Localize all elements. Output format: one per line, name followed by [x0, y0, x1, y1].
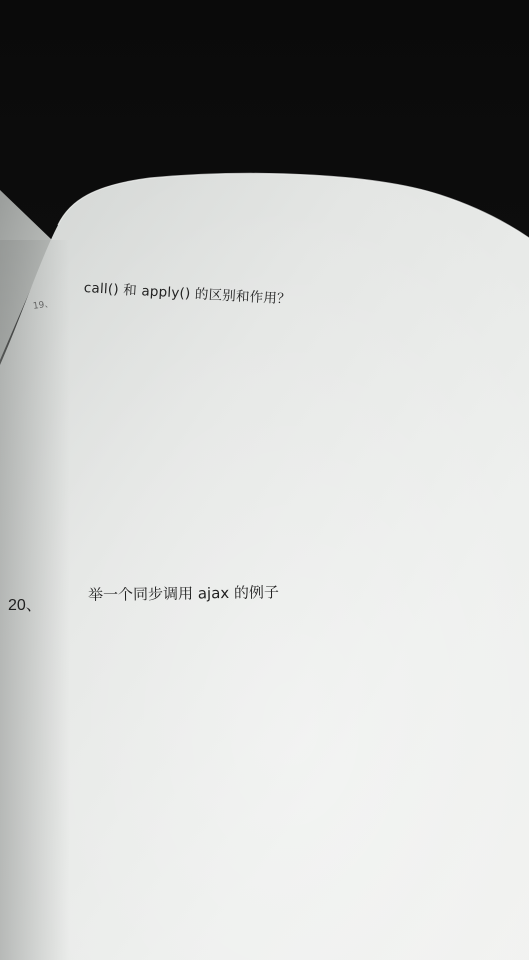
question-20-text: 举一个同步调用 ajax 的例子 — [87, 583, 280, 604]
question-20-number: 20、 — [8, 597, 42, 614]
question-19-text: call() 和 apply() 的区别和作用？ — [83, 280, 292, 308]
question-19-number: 19、 — [32, 299, 55, 312]
